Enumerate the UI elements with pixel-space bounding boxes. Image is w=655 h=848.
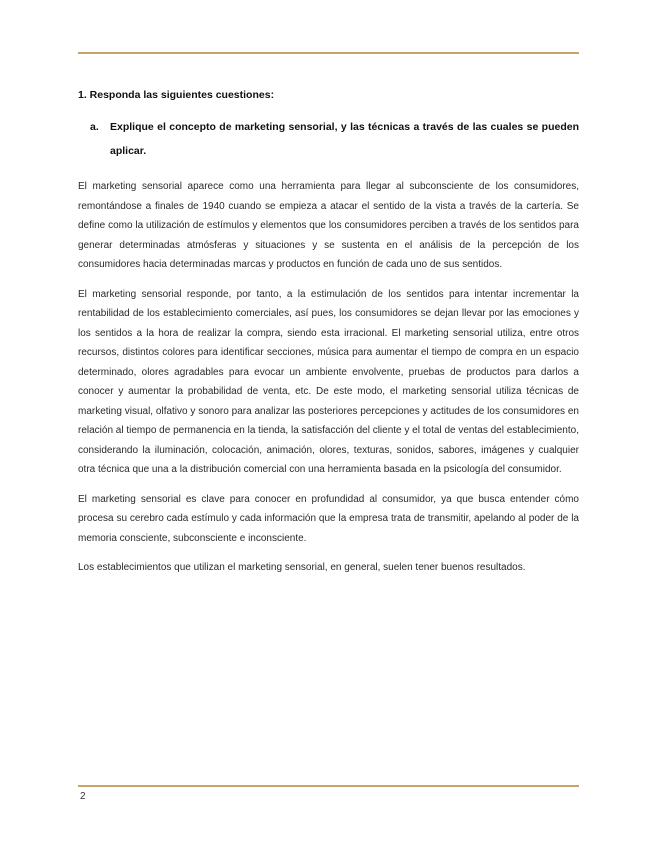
question-heading: 1. Responda las siguientes cuestiones: — [78, 89, 275, 101]
question-item-text: Explique el concepto de marketing sensorial, y las técnicas a través de las cuales se pueden aplicar. — [110, 121, 579, 157]
paragraph-2: El marketing sensorial responde, por tanto, a la estimulación de los sentidos para intentar incrementar la rentabilidad de los establecimiento comerciales, así pues, los consumidores se dejan llevar por las emociones y los sentidos a la hora de realizar la compra, siendo esta irracional. El marketing sensorial utiliza, entre otros recursos, distintos colores para identificar secciones, música para aumentar el tiempo de compra en un espacio determinado, olores agradables para evocar un ambiente envolvente, pruebas de productos para darlos a conocer y aumentar la probabilidad de venta, etc. De este modo, el marketing sensorial utiliza técnicas de marketing visual, olfativo y sonoro para analizar las posteriores percepciones y actitudes de los consumidores en relación al tiempo de permanencia en la tienda, la satisfacción del cliente y el total de ventas del establecimiento, considerando la iluminación, colocación, animación, olores, texturas, sonidos, sabores, imágenes y cualquier otra técnica que una a la distribución comercial con una herramienta basada en la psicología del consumidor. — [78, 288, 579, 475]
paragraph-1: El marketing sensorial aparece como una herramienta para llegar al subconsciente de los consumidores, remontándose a finales de 1940 cuando se empieza a atacar el sentido de la vista a través de la cartería. Se define como la utilización de estímulos y elementos que los consumidores perciben a través de los sentidos para generar determinadas atmósferas y situaciones y se sustenta en el análisis de la percepción de los consumidores hacia determinadas marcas y productos en función de cada uno de sus sentidos. — [78, 181, 579, 270]
document-body — [78, 88, 579, 588]
footer-rule — [78, 785, 579, 787]
question-item — [90, 115, 579, 163]
paragraph-4: Los establecimientos que utilizan el marketing sensorial, en general, suelen tener buenos resultados. — [78, 562, 526, 573]
paragraph-3: El marketing sensorial es clave para conocer en profundidad al consumidor, ya que busca entender cómo procesa su cerebro cada estímulo y cada información que la empresa trata de transmitir, apelando al poder de la memoria consciente, subconsciente e inconsciente. — [78, 493, 579, 544]
page-number: 2 — [80, 791, 86, 802]
question-item-marker: a. — [90, 121, 99, 133]
header-rule — [78, 52, 579, 54]
